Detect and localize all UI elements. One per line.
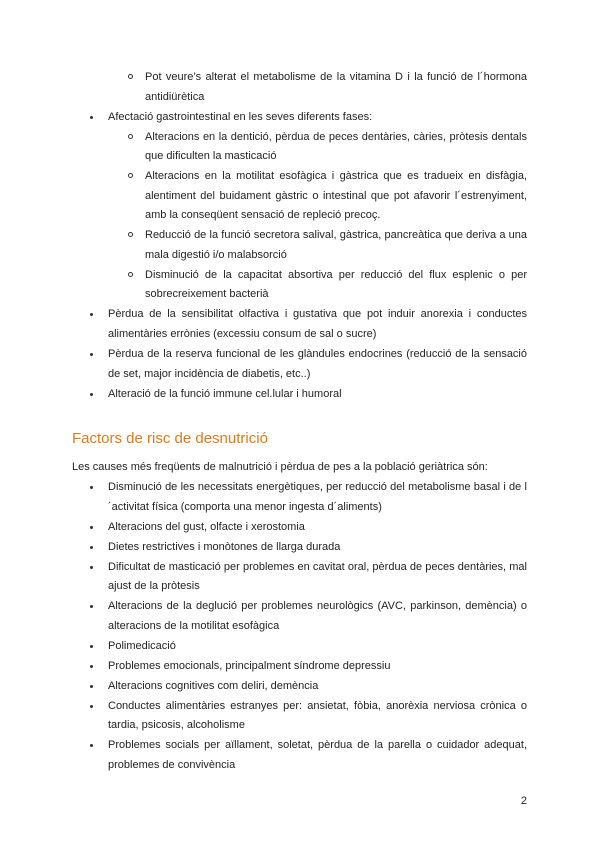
list-item: Dificultat de masticació per problemes en cavitat oral, pèrdua de peces dentàries, mal ajust de la pròtesis [108, 558, 527, 597]
section-heading: Factors de risc de desnutrició [72, 430, 268, 447]
hollow-bullet-icon [128, 74, 133, 79]
bullet-icon [90, 486, 93, 489]
bullet-icon [90, 665, 93, 668]
bullet-icon [90, 353, 93, 356]
section-intro: Les causes més freqüents de malnutrició i pèrdua de pes a la població geriàtrica són: [72, 461, 488, 473]
list-item: Alteracions de la deglució per problemes neurològics (AVC, parkinson, demència) o alteracions de la motilitat esofàgica [108, 597, 527, 636]
list-item: Dietes restrictives i monòtones de llarga durada [108, 538, 527, 558]
bullet-icon [90, 546, 93, 549]
hollow-bullet-icon [128, 232, 133, 237]
page-number: 2 [520, 795, 527, 807]
list-item: Disminució de les necessitats energètiques, per reducció del metabolisme basal i de l´activitat física (comporta una menor ingesta d´aliments) [108, 478, 527, 517]
hollow-bullet-icon [128, 272, 133, 277]
bullet-icon [90, 645, 93, 648]
list-item: Alteració de la funció immune cel.lular i humoral [108, 385, 527, 405]
list-item: Problemes socials per aïllament, soletat, pèrdua de la parella o cuidador adequat, problemes de convivència [108, 736, 527, 775]
risk-factors-list [0, 478, 600, 776]
top-bullet-list [0, 68, 600, 405]
list-item: Pot veure’s alterat el metabolisme de la vitamina D i la funció de l´hormona antidiürètica [145, 68, 527, 107]
list-item: Alteracions cognitives com deliri, demència [108, 677, 527, 697]
bullet-icon [90, 605, 93, 608]
list-item: Alteracions del gust, olfacte i xerostomia [108, 518, 527, 538]
bullet-icon [90, 116, 93, 119]
hollow-bullet-icon [128, 173, 133, 178]
bullet-icon [90, 744, 93, 747]
list-item: Conductes alimentàries estranyes per: ansietat, fòbia, anorèxia nerviosa crònica o tardia, psicosis, alcoholisme [108, 697, 527, 736]
list-item: Pèrdua de la sensibilitat olfactiva i gustativa que pot induir anorexia i conductes alimentàries errònies (excessiu consum de sal o sucre) [108, 305, 527, 344]
hollow-bullet-icon [128, 134, 133, 139]
list-item: Afectació gastrointestinal en les seves diferents fases: [108, 108, 527, 128]
list-item: Alteracions en la dentició, pèrdua de peces dentàries, càries, pròtesis dentals que dificulten la masticació [145, 128, 527, 167]
bullet-icon [90, 705, 93, 708]
list-item: Reducció de la funció secretora salival, gàstrica, pancreàtica que deriva a una mala digestió i/o malabsorció [145, 226, 527, 265]
list-item: Pèrdua de la reserva funcional de les glàndules endocrines (reducció de la sensació de set, major incidència de diabetis, etc..) [108, 345, 527, 384]
list-item: Polimedicació [108, 637, 527, 657]
list-item: Alteracions en la motilitat esofàgica i gàstrica que es tradueix en disfàgia, alentiment del buidament gàstric o intestinal que pot afavorir l´estrenyiment, amb la conseqüent sensació de repleció precoç. [145, 167, 527, 226]
bullet-icon [90, 566, 93, 569]
bullet-icon [90, 313, 93, 316]
list-item: Problemes emocionals, principalment síndrome depressiu [108, 657, 527, 677]
bullet-icon [90, 685, 93, 688]
bullet-icon [90, 393, 93, 396]
bullet-icon [90, 526, 93, 529]
list-item: Disminució de la capacitat absortiva per reducció del flux esplenic o per sobrecreixement bacterià [145, 266, 527, 305]
